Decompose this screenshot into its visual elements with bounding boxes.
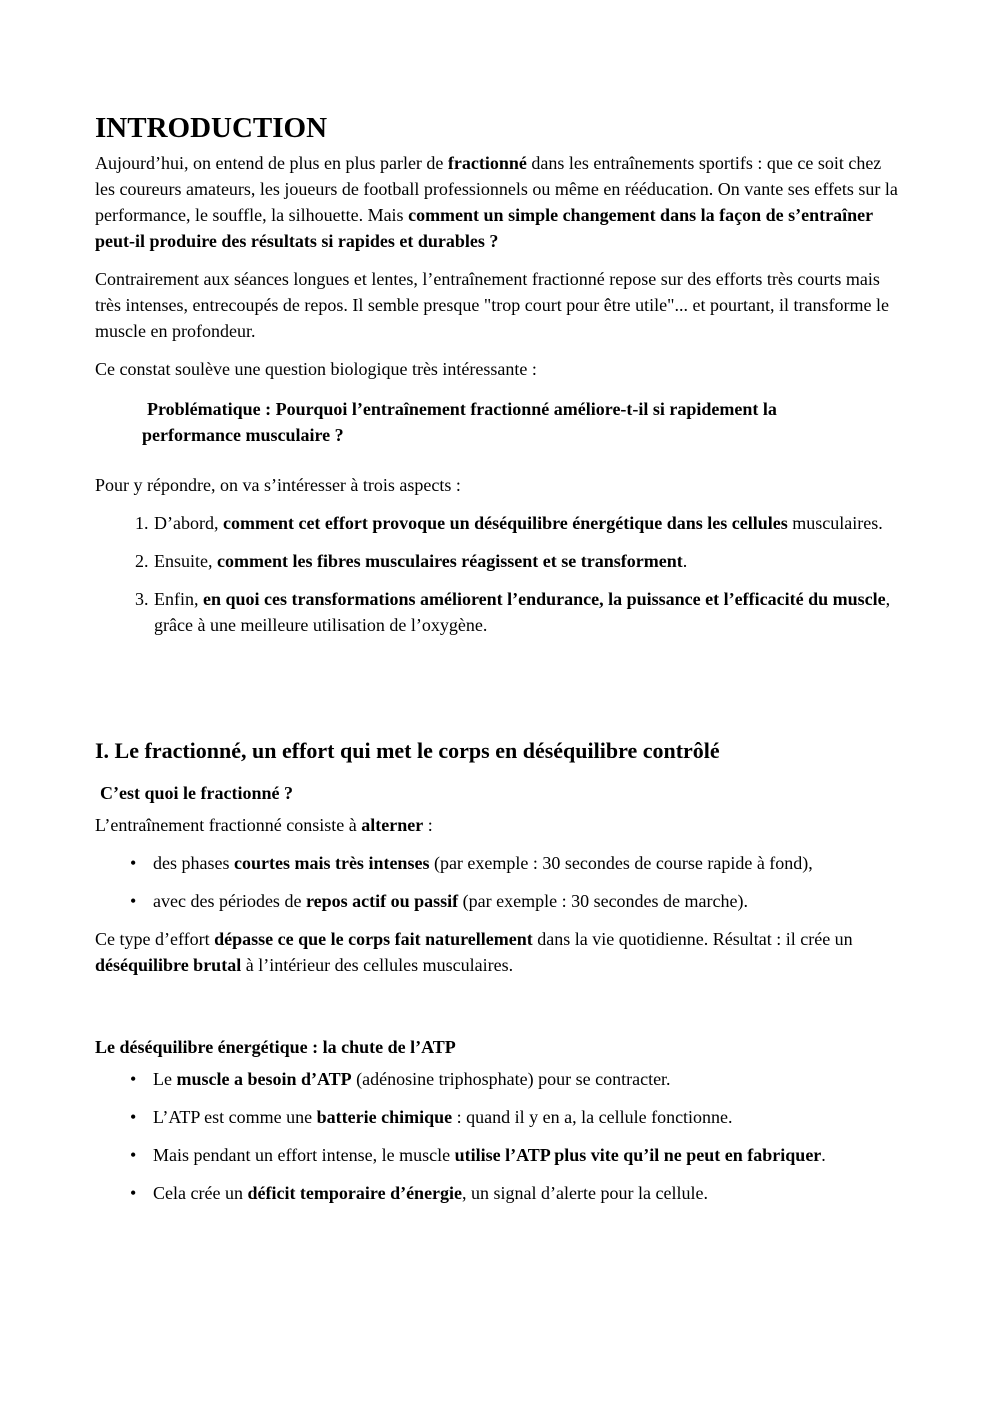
section-1-heading: I. Le fractionné, un effort qui met le corps en déséquilibre contrôlé <box>95 738 720 763</box>
section-1-paragraph-2: Ce type d’effort dépasse ce que le corps fait naturellement dans la vie quotidienne. Résultat : il crée un déséquilibre brutal à l’intérieur des cellules musculaires. <box>95 929 853 975</box>
list-item: • L’ATP est comme une batterie chimique : quand il y en a, la cellule fonctionne. <box>153 1104 898 1130</box>
atp-bullet-list <box>95 1066 898 1206</box>
list-item: 3. Enfin, en quoi ces transformations améliorent l’endurance, la puissance et l’efficacité du muscle, grâce à une meilleure utilisation de l’oxygène. <box>153 586 898 638</box>
list-item: • avec des périodes de repos actif ou passif (par exemple : 30 secondes de marche). <box>153 888 898 914</box>
subheading-what-is-interval: C’est quoi le fractionné ? <box>100 783 293 803</box>
problematique-block <box>142 396 898 448</box>
intro-paragraph-1: Aujourd’hui, on entend de plus en plus parler de fractionné dans les entraînements sportifs : que ce soit chez les coureurs amateurs, les joueurs de football professionnels ou même en rééducation. On vante ses effets sur la performance, le souffle, la silhouette. Mais comment un simple changement dans la façon de s’entraîner peut-il produire des résultats si rapides et durables ? <box>95 153 898 251</box>
section-1-paragraph-1: L’entraînement fractionné consiste à alterner : <box>95 815 433 835</box>
aspects-list <box>95 510 898 638</box>
list-item: • Cela crée un déficit temporaire d’énergie, un signal d’alerte pour la cellule. <box>153 1180 898 1206</box>
intro-paragraph-2: Contrairement aux séances longues et lentes, l’entraînement fractionné repose sur des efforts très courts mais très intenses, entrecoupés de repos. Il semble presque "trop court pour être utile"... et pourtant, il transforme le muscle en profondeur. <box>95 269 889 341</box>
phases-bullet-list <box>95 850 898 914</box>
intro-paragraph-4: Pour y répondre, on va s’intéresser à trois aspects : <box>95 475 461 495</box>
list-item: • Mais pendant un effort intense, le muscle utilise l’ATP plus vite qu’il ne peut en fabriquer. <box>153 1142 898 1168</box>
intro-heading: INTRODUCTION <box>95 112 328 144</box>
list-item: 2. Ensuite, comment les fibres musculaires réagissent et se transforment. <box>153 548 898 574</box>
list-item: • des phases courtes mais très intenses (par exemple : 30 secondes de course rapide à fond), <box>153 850 898 876</box>
problematique-text: Problématique : Pourquoi l’entraînement fractionné améliore-t-il si rapidement la performance musculaire ? <box>142 399 777 445</box>
list-item: • Le muscle a besoin d’ATP (adénosine triphosphate) pour se contracter. <box>153 1066 898 1092</box>
intro-paragraph-3: Ce constat soulève une question biologique très intéressante : <box>95 359 537 379</box>
list-item: 1. D’abord, comment cet effort provoque un déséquilibre énergétique dans les cellules musculaires. <box>153 510 898 536</box>
subheading-atp-deficit: Le déséquilibre énergétique : la chute de l’ATP <box>95 1037 456 1057</box>
